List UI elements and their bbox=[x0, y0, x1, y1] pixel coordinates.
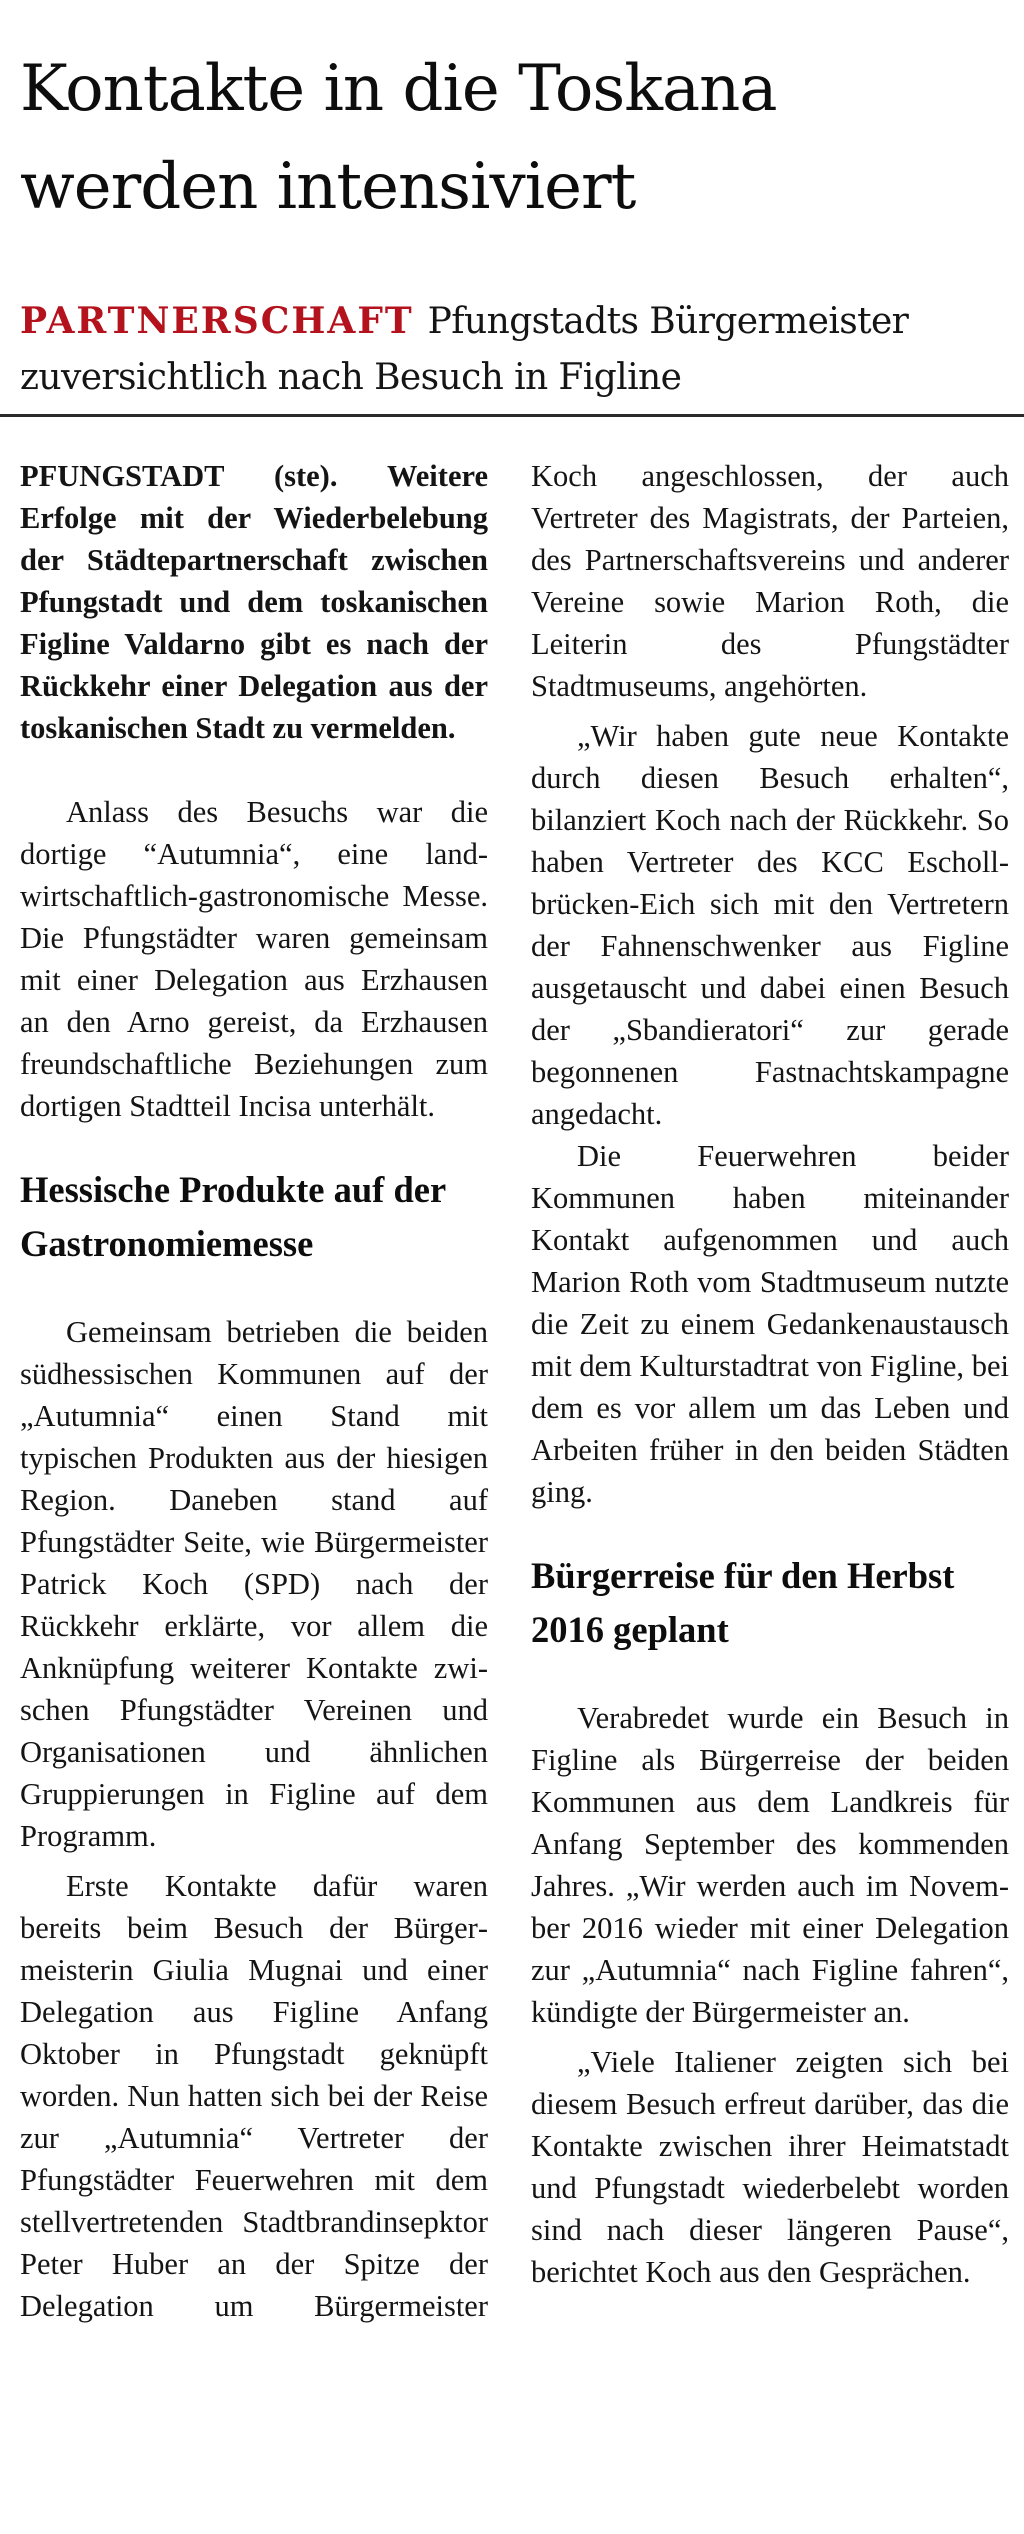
body-paragraph: „Viele Italiener zeigten sich bei diesem Besuch erfreut darüber, das die Kontakte zwischen ihrer Heimatstadt und Pfungstadt wiederbelebt worden sind nach dieser längeren Pause“, berichtet Koch aus den Gesprächen. bbox=[531, 2045, 1009, 2289]
kicker-label: PARTNERSCHAFT bbox=[20, 300, 414, 342]
subheading-gastronomy: Hessische Produkte auf der Gastronomiemesse bbox=[20, 1169, 446, 1264]
body-paragraph: Die Feuerwehren beider Kommunen haben miteinander Kontakt aufgenommen und auch Marion Roth vom Stadtmuseum nutzte die Zeit zu einem Gedankenaustausch mit dem Kulturstadtrat von Figline, bei dem es vor allem um das Leben und Arbeiten früher in den beiden Städten ging. bbox=[531, 1139, 1009, 1509]
body-paragraph: Anlass des Besuchs war die dortige “Autumnia“, eine landwirtschaftlich-gastronomische Messe. Die Pfungstädter waren gemeinsam mit einer Delegation aus Erzhausen an den Arno gereist, da Erzhausen freundschaftliche Beziehungen zum dortigen Stadtteil Incisa unterhält. bbox=[20, 795, 488, 1123]
body-paragraph-continued: Koch angeschlossen, der auch Vertreter des Magistrats, der Parteien, des Partnerschaftsvereins und anderer Vereine sowie Marion Roth, die Leiterin des Pfungstädter Stadtmuseums, angehörten. bbox=[531, 459, 1009, 703]
subheading-citizen-trip: Bürgerreise für den Herbst 2016 geplant bbox=[531, 1555, 955, 1650]
subheadline-text: Pfungstadts Bürgermeister zuversichtlich nach Besuch in Figline bbox=[20, 301, 909, 398]
article-column-right bbox=[531, 455, 1009, 2293]
subheadline-block bbox=[20, 293, 1010, 406]
article-column-left bbox=[20, 455, 488, 2327]
headline-line-2: werden intensiviert bbox=[20, 150, 636, 224]
section-divider bbox=[0, 414, 1024, 417]
body-paragraph: „Wir haben gute neue Kontakte durch diesen Besuch erhalten“, bilanziert Koch nach der Rückkehr. So haben Vertreter des KCC Eschollbrücken-Eich sich mit den Vertretern der Fahnenschwenker aus Figline ausgetauscht und dabei einen Besuch der „Sbandieratori“ zur gerade begonnenen Fastnachtskampagne angedacht. bbox=[531, 719, 1009, 1131]
lead-paragraph: PFUNGSTADT (ste). Weitere Erfolge mit der Wiederbelebung der Städtepartnerschaft zwischen Pfungstadt und dem toskanischen Figline Valdarno gibt es nach der Rückkehr einer Delegation aus der toskanischen Stadt zu vermelden. bbox=[20, 459, 488, 745]
body-paragraph: Erste Kontakte dafür waren bereits beim Besuch der Bürgermeisterin Giulia Mugnai und einer Delegation aus Figline Anfang Oktober in Pfungstadt geknüpft worden. Nun hatten sich bei der Reise zur „Autumnia“ Vertreter der Pfungstädter Feuerwehren mit dem stellvertretenden Stadtbrandinsepktor Peter Huber an der Spitze der Delegation um Bürgermeister bbox=[20, 1869, 488, 2323]
body-paragraph: Verabredet wurde ein Besuch in Figline als Bürgerreise der beiden Kommunen aus dem Landkreis für Anfang September des kommenden Jahres. „Wir werden auch im November 2016 wieder mit einer Delegation zur „Autumnia“ nach Figline fahren“, kündigte der Bürgermeister an. bbox=[531, 1701, 1009, 2029]
body-paragraph: Gemeinsam betrieben die beiden südhessischen Kommunen auf der „Autumnia“ einen Stand mit typischen Produkten aus der hiesigen Region. Daneben stand auf Pfungstädter Seite, wie Bürgermeister Patrick Koch (SPD) nach der Rückkehr erklärte, vor allem die Anknüpfung weiterer Kontakte zwischen Pfungstädter Vereinen und Organisationen und ähnlichen Gruppierungen in Figline auf dem Programm. bbox=[20, 1315, 488, 1853]
headline bbox=[20, 40, 1020, 236]
headline-line-1: Kontakte in die Toskana bbox=[20, 52, 777, 126]
